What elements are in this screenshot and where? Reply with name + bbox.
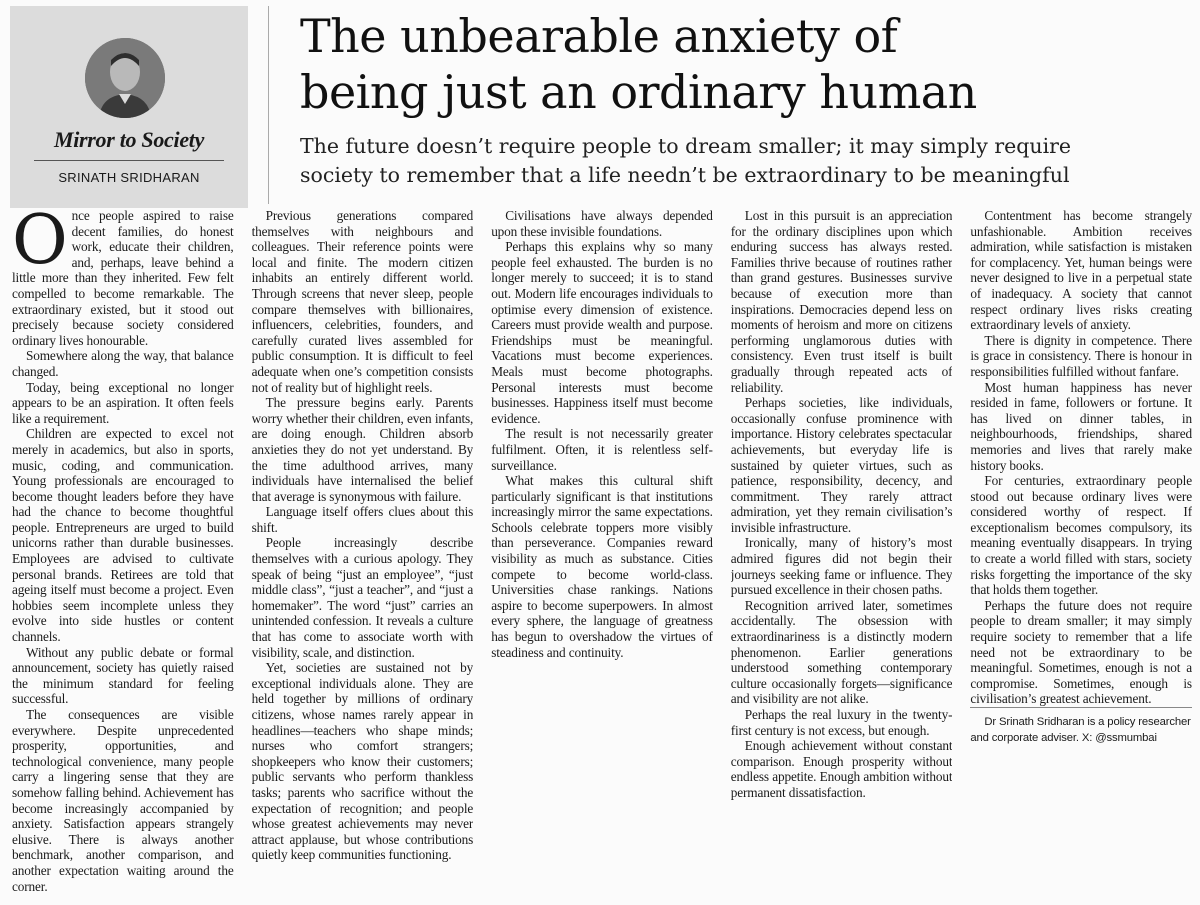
- article-column: [491, 208, 713, 898]
- article-body: [12, 208, 1192, 898]
- paragraph: The pressure begins early. Parents worry whether their children, even infants, are doing enough. Children absorb anxieties they do not yet understand. By the time adulthood arrives, many individuals have internalised the belief that average is synonymous with failure.: [251, 395, 474, 504]
- paragraph: Perhaps societies, like individuals, occasionally confuse prominence with importance. History celebrates spectacular achievements, but everyday life is sustained by quieter virtues, such as patience, responsibility, decency, and commitment. They rarely attract admiration, yet they remain civilisation’s invisible infrastructure.: [730, 395, 953, 535]
- divider: [34, 160, 224, 161]
- paragraph: There is dignity in competence. There is grace in consistency. There is honour in responsibilities fulfilled without fanfare.: [970, 332, 1192, 379]
- author-bio: Dr Srinath Sridharan is a policy researcher and corporate adviser. X: @ssmumbai: [970, 707, 1192, 746]
- paragraph: People increasingly describe themselves with a curious apology. They speak of being “just an employee”, “just middle class”, “just a teacher”, and “just a homemaker”. The word “just” carries an unintended confession. It reveals a culture that has come to associate worth with visibility, scale, and distinction.: [251, 535, 474, 660]
- paragraph: Perhaps this explains why so many people feel exhausted. The burden is no longer merely to succeed; it is to stand out. Modern life encourages individuals to optimise every dimension of existence. Careers must provide wealth and purpose. Friendships must be meaningful. Vacations must become experiences. Meals must become photographs. Personal interests must become businesses. Happiness itself must become evidence.: [491, 239, 713, 426]
- paragraph: Yet, societies are sustained not by exceptional individuals alone. They are held together by millions of ordinary citizens, whose names rarely appear in headlines—teachers who shape minds; nurses who comfort strangers; shopkeepers who know their customers; public servants who perform thankless tasks; parents who sacrifice without the expectation of recognition; and people whose greatest achievements may never attract applause, but whose contributions quietly keep communities functioning.: [251, 660, 474, 863]
- standfirst-line: The future doesn’t require people to dream smaller; it may simply require: [300, 134, 1072, 158]
- paragraph: Perhaps the future does not require people to dream smaller; it may simply require society to remember that a life need not be extraordinary to be meaningful. Sometimes, enough is not a compromise. Sometimes, enough is civilisation’s greatest achievement.: [970, 597, 1192, 707]
- paragraph: What makes this cultural shift particularly significant is that institutions increasingly mirror the same expectations. Schools celebrate toppers more visibly than perseverance. Companies reward visibility as much as substance. Cities compete to become world-class. Universities chase rankings. Nations aspire to become superpowers. In almost every sphere, the language of greatness has begun to overshadow the virtues of steadiness and continuity.: [491, 473, 713, 660]
- standfirst-line: society to remember that a life needn’t be extraordinary to be meaningful: [300, 163, 1070, 187]
- author-photo: [85, 38, 165, 118]
- headline-line: The unbearable anxiety of: [300, 9, 898, 63]
- paragraph: Previous generations compared themselves with neighbours and colleagues. Their reference points were local and finite. The modern citizen inhabits an entirely different world. Through screens that never sleep, people compare themselves with billionaires, influencers, celebrities, founders, and carefully curated lives assembled for public consumption. It is difficult to feel adequate when one’s competition consists not of reality but of highlight reels.: [251, 208, 474, 395]
- paragraph: Ironically, many of history’s most admired figures did not begin their journeys seeking fame or influence. They pursued excellence in their chosen paths.: [730, 535, 953, 598]
- article-column: [970, 208, 1192, 898]
- paragraph: Recognition arrived later, sometimes accidentally. The obsession with extraordinariness is a distinctly modern phenomenon. Earlier generations understood something contemporary culture occasionally forgets—significance and visibility are not alike.: [730, 597, 953, 707]
- paragraph: Civilisations have always depended upon these invisible foundations.: [491, 208, 713, 239]
- paragraph: The result is not necessarily greater fulfilment. Often, it is relentless self-surveillance.: [491, 426, 713, 473]
- paragraph: Perhaps the real luxury in the twenty-first century is not excess, but enough.: [730, 707, 953, 738]
- paragraph: Most human happiness has never resided in fame, followers or fortune. It has lived on dinner tables, in neighbourhoods, friendships, shared memories and lives that rarely make history books.: [970, 379, 1192, 473]
- paragraph: Without any public debate or formal announcement, society has quietly raised the minimum standard for feeling successful.: [12, 644, 234, 707]
- divider: [268, 6, 269, 204]
- standfirst: [300, 132, 1190, 190]
- column-name: Mirror to Society: [53, 127, 205, 152]
- paragraph: Language itself offers clues about this shift.: [251, 504, 474, 535]
- paragraph: Enough achievement without constant comparison. Enough prosperity without endless appetite. Enough ambition without permanent dissatisfaction.: [730, 738, 953, 800]
- article-column: [731, 208, 953, 898]
- headline: [300, 8, 1190, 120]
- author-byline: SRINATH SRIDHARAN: [58, 170, 200, 185]
- paragraph: Today, being exceptional no longer appears to be an aspiration. It often feels like a requirement.: [12, 379, 234, 426]
- headline-line: being just an ordinary human: [300, 65, 977, 119]
- paragraph: The consequences are visible everywhere. Despite unprecedented prosperity, opportunities, and technological convenience, many people carry a lingering sense that they are somehow falling behind. Achievement has become increasingly accompanied by anxiety. Satisfaction appears strangely elusive. There is always another benchmark, another comparison, and another expectation waiting around the corner.: [12, 707, 234, 894]
- paragraph: Somewhere along the way, that balance changed.: [12, 348, 234, 379]
- paragraph: For centuries, extraordinary people stood out because ordinary lives were considered worthy of respect. If exceptionalism becomes compulsory, its meaning eventually disappears. In trying to create a world filled with stars, society risks forgetting the importance of the sky that holds them together.: [970, 473, 1192, 598]
- article-column: [252, 208, 474, 898]
- paragraph: Children are expected to excel not merely in academics, but also in sports, music, coding, and communication. Young professionals are encouraged to become thought leaders before they have had the chance to become thoughtful people. Entrepreneurs are urged to build unicorns rather than durable businesses. Employees are advised to cultivate personal brands. Retirees are told that ageing itself must become a project. Even hobbies seem incomplete unless they evolve into side hustles or content channels.: [12, 426, 234, 645]
- paragraph: Lost in this pursuit is an appreciation for the ordinary disciplines upon which enduring success has always rested. Families thrive because of routines rather than grand gestures. Businesses survive because of execution more than inspirations. Democracies depend less on moments of heroism and more on citizens performing unglamorous duties with consistency. Even trust itself is built gradually through repeated acts of reliability.: [730, 208, 953, 395]
- drop-cap: O: [12, 208, 68, 280]
- article-column: [12, 208, 234, 898]
- paragraph: Contentment has become strangely unfashionable. Ambition receives admiration, while satisfaction is mistaken for complacency. Yet, human beings were never designed to live in a perpetual state of inadequacy. A society that cannot respect ordinary lives risks creating extraordinary levels of anxiety.: [970, 208, 1192, 333]
- paragraph: Once people aspired to raise decent families, do honest work, educate their children, and, perhaps, leave behind a little more than they inherited. Few felt compelled to become remarkable. The extraordinary existed, but it stood out precisely because society considered ordinary lives honourable.: [12, 208, 234, 348]
